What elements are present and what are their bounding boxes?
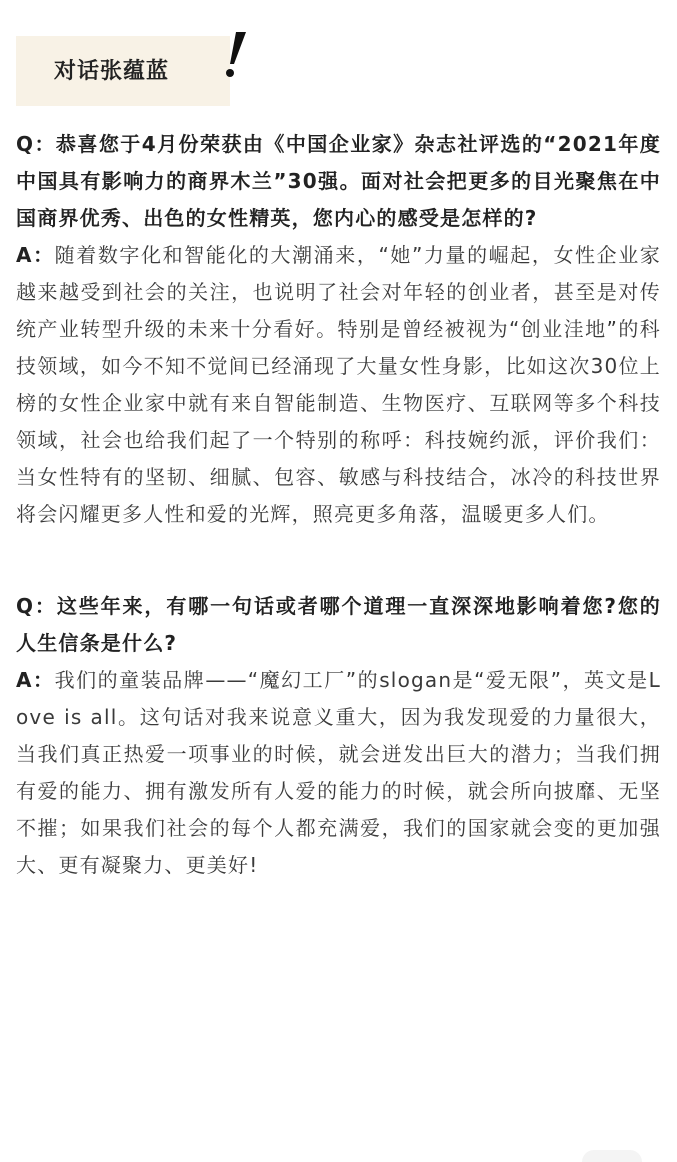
section-title: 对话张蕴蓝 <box>54 59 170 84</box>
answer-1-prefix: A： <box>16 243 55 267</box>
section-spacer <box>16 533 661 588</box>
interview-content <box>16 126 661 884</box>
corner-decoration <box>582 1150 642 1162</box>
question-2-text: 这些年来，有哪一句话或者哪个道理一直深深地影响着您?您的人生信条是什么? <box>16 594 661 655</box>
question-2-prefix: Q： <box>16 594 57 618</box>
answer-1-text: 随着数字化和智能化的大潮涌来，“她”力量的崛起，女性企业家越来越受到社会的关注，也说明了社会对年轻的创业者，甚至是对传统产业转型升级的未来十分看好。特别是曾经被视为“创业洼地”的科技领域，如今不知不觉间已经涌现了大量女性身影，比如这次30位上榜的女性企业家中就有来自智能制造、生物医疗、互联网等多个科技领域，社会也给我们起了一个特别的称呼：科技婉约派，评价我们：当女性特有的坚韧、细腻、包容、敏感与科技结合，冰冷的科技世界将会闪耀更多人性和爱的光辉，照亮更多角落，温暖更多人们。 <box>16 243 661 526</box>
answer-2-prefix: A： <box>16 668 55 692</box>
answer-2 <box>16 662 661 884</box>
question-1-text: 恭喜您于4月份荣获由《中国企业家》杂志社评选的“2021年度中国具有影响力的商界木兰”30强。面对社会把更多的目光聚焦在中国商界优秀、出色的女性精英，您内心的感受是怎样的? <box>16 132 661 230</box>
question-1-prefix: Q： <box>16 132 56 156</box>
exclamation-mark-icon <box>222 30 252 80</box>
answer-1 <box>16 237 661 533</box>
answer-2-text: 我们的童装品牌——“魔幻工厂”的slogan是“爱无限”，英文是Love is all。这句话对我来说意义重大，因为我发现爱的力量很大，当我们真正热爱一项事业的时候，就会迸发出巨大的潜力；当我们拥有爱的能力、拥有激发所有人爱的能力的时候，就会所向披靡、无坚不摧；如果我们社会的每个人都充满爱，我们的国家就会变的更加强大、更有凝聚力、更美好! <box>16 668 661 877</box>
question-1 <box>16 126 661 237</box>
question-2 <box>16 588 661 662</box>
